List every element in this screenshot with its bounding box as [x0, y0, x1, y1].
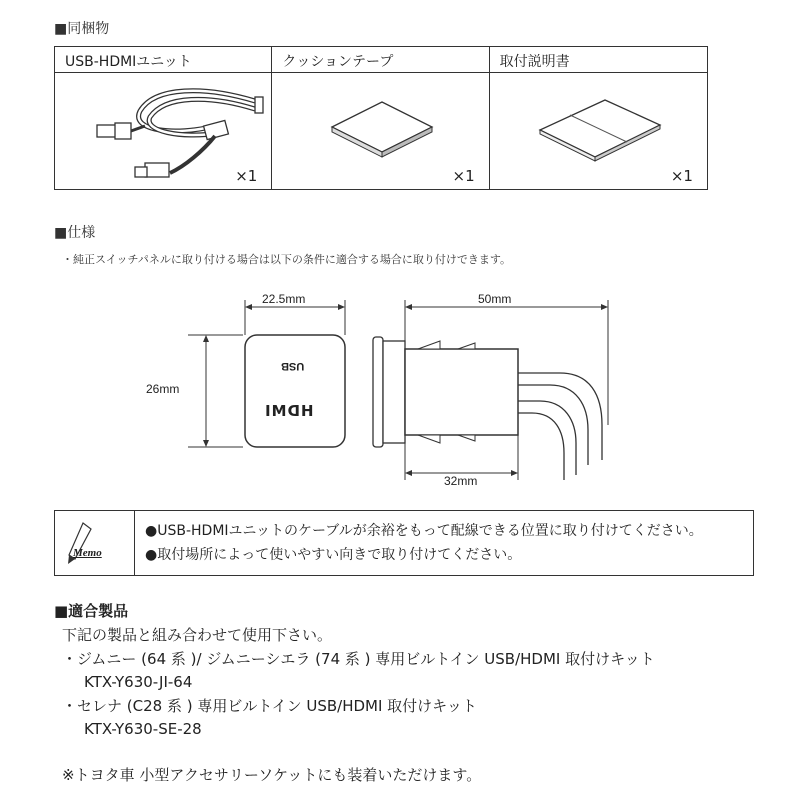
memo-icon-panel [55, 511, 135, 575]
package-item-qty: ×1 [452, 167, 475, 185]
dimension-drawing [140, 285, 640, 495]
pencil-icon [65, 521, 95, 567]
package-item-usb-hdmi-unit [55, 47, 272, 189]
height-dimension: 26mm [146, 382, 180, 396]
package-item-manual [490, 47, 707, 189]
package-item-name: クッションテープ [272, 47, 488, 73]
memo-text [135, 511, 703, 575]
manual-illustration [535, 95, 665, 169]
package-item-qty: ×1 [670, 167, 693, 185]
spec-note: ・純正スイッチパネルに取り付ける場合は以下の条件に適合する場合に取り付けできます。 [62, 253, 512, 266]
spec-heading: ■仕様 [54, 225, 96, 241]
footnote: ※トヨタ車 小型アクセサリーソケットにも装着いただけます。 [62, 766, 482, 784]
package-item-qty: ×1 [235, 167, 258, 185]
memo-box [54, 510, 754, 576]
memo-label: Memo [73, 547, 102, 559]
usb-port-label: USB [281, 360, 305, 372]
memo-line: ●USB-HDMIユニットのケーブルが余裕をもって配線できる位置に取り付けてください。 [145, 523, 703, 539]
package-item-name: 取付説明書 [490, 47, 707, 73]
body-depth-dimension: 32mm [444, 474, 478, 488]
package-heading: ■同梱物 [54, 21, 110, 37]
hdmi-port-label: HDMI [264, 402, 314, 420]
product-name: ・セレナ (C28 系 ) 専用ビルトイン USB/HDMI 取付けキット [62, 697, 477, 715]
package-item-cushion-tape [272, 47, 489, 189]
package-contents-table [54, 46, 708, 190]
product-name: ・ジムニー (64 系 )/ ジムニーシエラ (74 系 ) 専用ビルトイン USB/HDMI 取付けキット [62, 650, 655, 668]
width-dimension: 22.5mm [262, 292, 306, 306]
total-depth-dimension: 50mm [478, 292, 512, 306]
package-item-name: USB-HDMIユニット [55, 47, 271, 73]
compatible-heading: ■適合製品 [54, 602, 129, 620]
cushion-tape-illustration [322, 97, 442, 167]
compatible-intro: 下記の製品と組み合わせて使用下さい。 [62, 626, 333, 644]
memo-line: ●取付場所によって使いやすい向きで取り付けてください。 [145, 547, 522, 563]
product-model: KTX-Y630-SE-28 [84, 720, 202, 738]
product-model: KTX-Y630-JI-64 [84, 673, 193, 691]
